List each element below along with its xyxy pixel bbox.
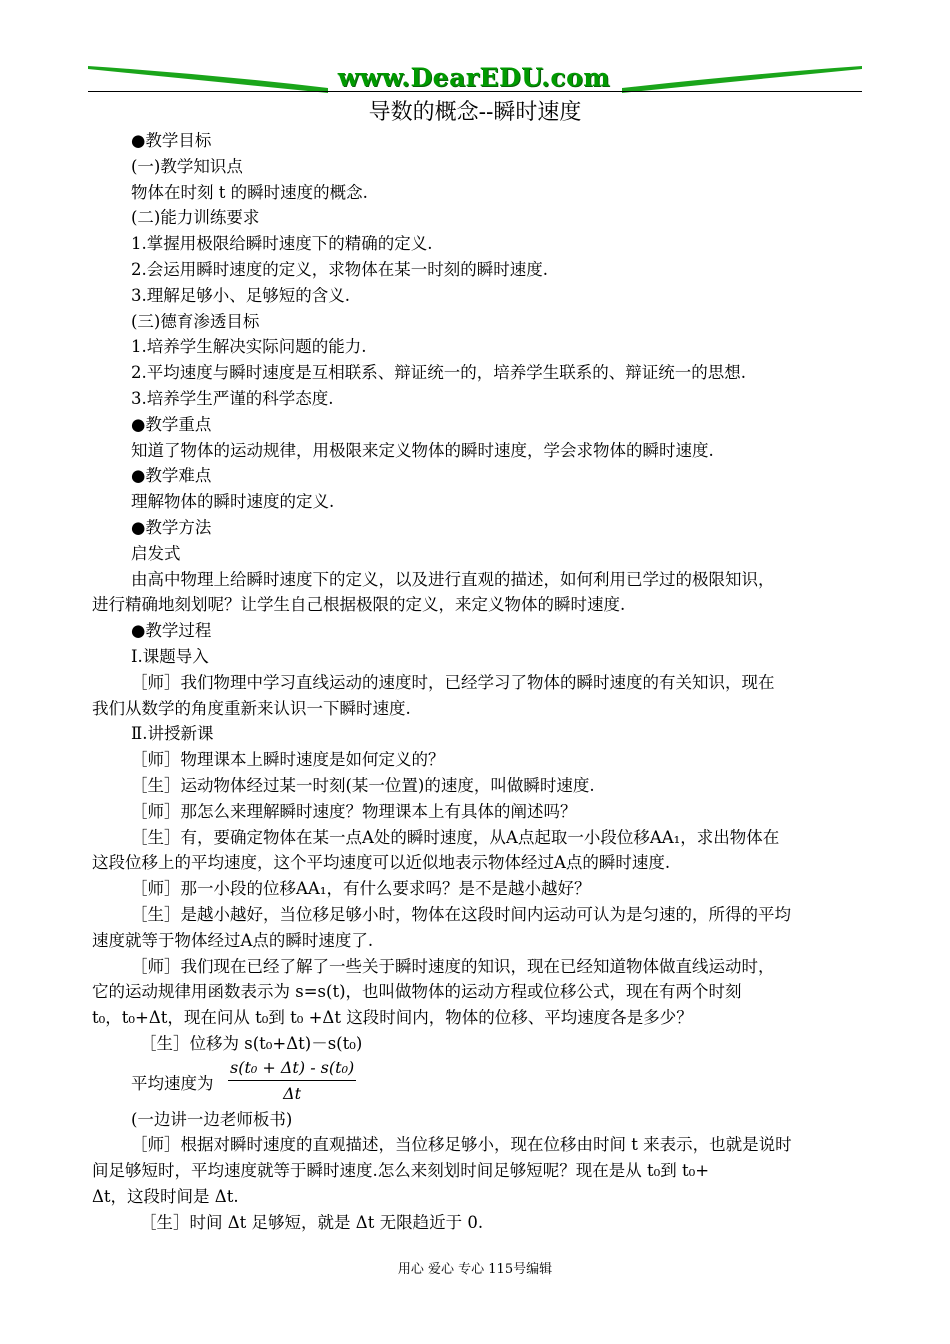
- text-line: (一)教学知识点: [131, 156, 243, 176]
- text-line: 1.培养学生解决实际问题的能力.: [131, 337, 367, 357]
- text-line: 由高中物理上给瞬时速度下的定义，以及进行直观的描述，如何利用已学过的极限知识，: [131, 569, 775, 589]
- page-footer: 用心 爱心 专心 115号编辑: [397, 1262, 553, 1277]
- text-line: ［生］是越小越好，当位移足够小时，物体在这段时间内运动可认为是匀速的，所得的平均: [131, 904, 791, 924]
- heading-process: ●教学过程: [131, 621, 212, 641]
- text-line: 1.掌握用极限给瞬时速度下的精确的定义.: [131, 234, 433, 254]
- text-line: ［师］那怎么来理解瞬时速度？物理课本上有具体的阐述吗？: [131, 801, 577, 821]
- text-line: 物体在时刻 t 的瞬时速度的概念.: [131, 182, 368, 202]
- header-rule: [88, 91, 862, 92]
- fraction-denominator: Δt: [283, 1083, 302, 1103]
- fraction: [228, 1057, 356, 1107]
- text-line: ［师］那一小段的位移AA₁，有什么要求吗？是不是越小越好？: [131, 879, 591, 899]
- text-line: 我们从数学的角度重新来认识一下瞬时速度.: [92, 698, 411, 718]
- text-line: 它的运动规律用函数表示为 s=s(t)，也叫做物体的运动方程或位移公式，现在有两个时刻: [92, 982, 742, 1002]
- heading-objectives: ●教学目标: [131, 131, 212, 150]
- text-line: 速度就等于物体经过A点的瞬时速度了.: [92, 930, 374, 950]
- site-banner: [88, 60, 862, 94]
- text-line: ［生］位移为 s(t₀+Δt)－s(t₀): [140, 1033, 363, 1053]
- text-line: ［师］我们物理中学习直线运动的速度时，已经学习了物体的瞬时速度的有关知识，现在: [131, 672, 775, 692]
- text-line: (一边讲一边老师板书): [131, 1109, 293, 1129]
- site-logo: www.DearEDU.com: [337, 63, 611, 92]
- text-line: 这段位移上的平均速度，这个平均速度可以近似地表示物体经过A点的瞬时速度.: [92, 853, 671, 873]
- heading-difficulties: ●教学难点: [131, 466, 212, 486]
- section-heading: Ⅱ.讲授新课: [131, 724, 214, 744]
- fraction-numerator: s(t₀ + Δt) - s(t₀): [228, 1057, 356, 1081]
- document-body: [92, 128, 862, 1236]
- section-heading: Ⅰ.课题导入: [131, 646, 209, 666]
- text-line: Δt，这段时间是 Δt.: [92, 1187, 239, 1207]
- text-line: ［师］根据对瞬时速度的直观描述，当位移足够小，现在位移由时间 t 来表示，也就是说时: [131, 1135, 792, 1155]
- text-line: 理解物体的瞬时速度的定义.: [131, 492, 335, 512]
- text-line: 知道了物体的运动规律，用极限来定义物体的瞬时速度，学会求物体的瞬时速度.: [131, 440, 714, 460]
- text-line: ［师］物理课本上瞬时速度是如何定义的？: [131, 750, 445, 770]
- text-line: 启发式: [131, 543, 181, 563]
- heading-methods: ●教学方法: [131, 517, 212, 537]
- text-line: 间足够短时，平均速度就等于瞬时速度.怎么来刻划时间足够短呢？现在是从 t₀到 t₀+: [92, 1161, 710, 1181]
- text-line: t₀，t₀+Δt，现在问从 t₀到 t₀ +Δt 这段时间内，物体的位移、平均速度各是多少？: [92, 1008, 693, 1028]
- text-line: 进行精确地刻划呢？让学生自己根据极限的定义，来定义物体的瞬时速度.: [92, 595, 626, 615]
- heading-key-points: ●教学重点: [131, 414, 212, 434]
- text-line: ［师］我们现在已经了解了一些关于瞬时速度的知识，现在已经知道物体做直线运动时，: [131, 956, 775, 976]
- text-line: ［生］运动物体经过某一时刻(某一位置)的速度，叫做瞬时速度.: [131, 775, 595, 795]
- text-line: 3.理解足够小、足够短的含义.: [131, 285, 350, 305]
- text-line: 3.培养学生严谨的科学态度.: [131, 388, 334, 408]
- text-line: 2.会运用瞬时速度的定义，求物体在某一时刻的瞬时速度.: [131, 259, 548, 279]
- text-line: (二)能力训练要求: [131, 208, 260, 228]
- text-line: ［生］时间 Δt 足够短，就是 Δt 无限趋近于 0.: [140, 1212, 484, 1232]
- text-line: 2.平均速度与瞬时速度是互相联系、辩证统一的，培养学生联系的、辩证统一的思想.: [131, 363, 746, 383]
- formula-average-velocity: [92, 1057, 862, 1107]
- text-line: (三)德育渗透目标: [131, 311, 260, 331]
- formula-label: 平均速度为: [131, 1073, 214, 1093]
- text-line: ［生］有，要确定物体在某一点A处的瞬时速度，从A点起取一小段位移AA₁，求出物体在: [131, 827, 780, 847]
- page-title: 导数的概念--瞬时速度: [368, 100, 582, 125]
